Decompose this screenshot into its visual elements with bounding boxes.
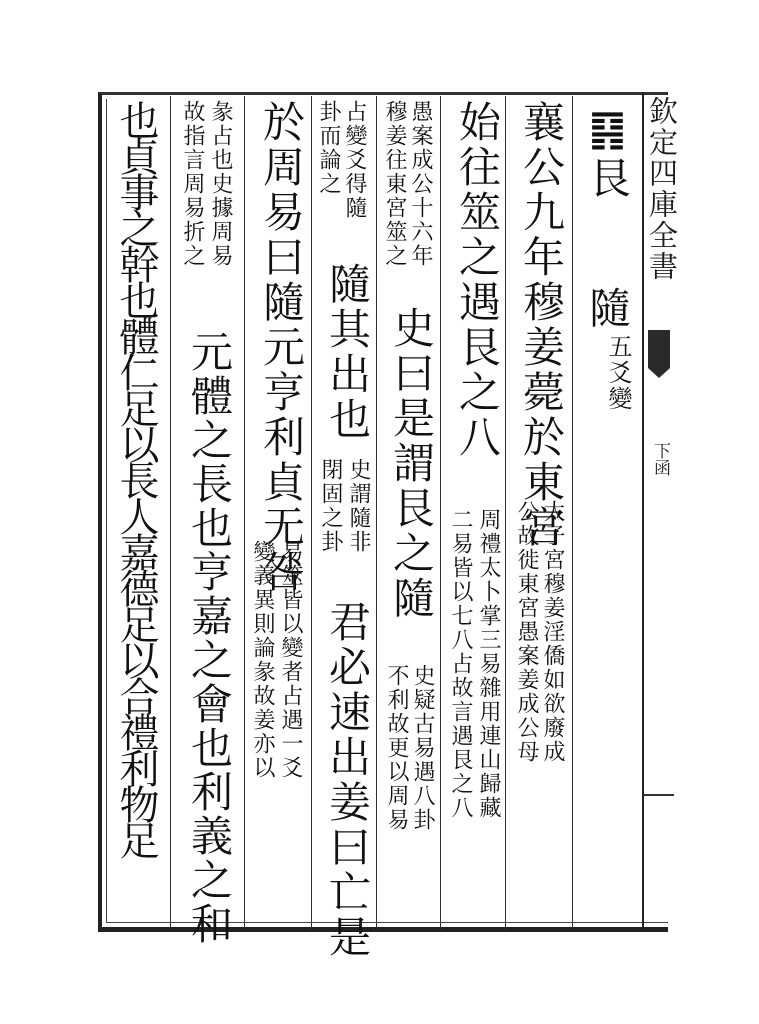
main-text: 始往筮之遇艮之八 [453, 100, 502, 460]
note-column-2-right [538, 500, 566, 764]
main-text: 於周易曰隨元亨利貞无咎 [257, 100, 306, 595]
hexagram-heading-column [582, 104, 632, 201]
hexagram-target-column [582, 286, 632, 331]
annotation: 閉固之卦 [318, 458, 343, 554]
text-column-4 [386, 306, 436, 621]
note-column-6-right [276, 540, 304, 780]
gutter-tick-line [644, 794, 674, 796]
column-rule [505, 96, 506, 930]
text-column-5a [322, 262, 372, 442]
main-text: 襄公九年穆姜薨於東宮 [517, 100, 566, 550]
gutter-title: 欽定四庫全書 [645, 96, 679, 282]
column-rule [440, 96, 441, 930]
fish-tail-mark [648, 330, 670, 368]
note-column-4b-left [382, 664, 410, 832]
annotation: 太子宮穆姜淫僑如欲廢成 [540, 500, 565, 764]
annotation: 穆姜往東宮筮之 [382, 100, 407, 268]
note-column-5-right [340, 100, 368, 220]
annotation: 周禮太卜掌三易雜用連山歸藏 [476, 508, 501, 820]
annotation: 彖占也史據周易 [208, 100, 233, 268]
main-text: 史曰是謂艮之隨 [387, 306, 436, 621]
column-rule [170, 96, 171, 930]
annotation: 愚案成公十六年 [408, 100, 433, 268]
annotation: 易筮皆以變者占遇一爻 [278, 540, 303, 780]
gutter-section-label: 下函 [650, 442, 670, 476]
main-text: 隨其出也 [323, 262, 372, 442]
note-column-7-left [178, 100, 206, 268]
column-rule [376, 96, 377, 930]
text-column-8 [112, 100, 160, 856]
note-column-4-left [380, 100, 408, 268]
hexagram-target: 隨 [583, 286, 632, 331]
hexagram-note: 五爻變 [604, 334, 632, 412]
main-text: 也貞事之幹也體仁足以長人嘉德足以合禮利物足 [113, 100, 159, 856]
annotation: 二易皆以七八占故言遇艮之八 [448, 508, 473, 820]
text-column-7 [184, 330, 234, 946]
column-rule [244, 96, 245, 930]
note-column-5b-left [316, 458, 344, 554]
note-column-5b-right [344, 458, 372, 554]
annotation: 史謂隨非 [346, 458, 371, 554]
text-column-3 [452, 100, 502, 460]
text-column-6 [256, 100, 306, 595]
annotation: 卦而論之 [316, 100, 341, 196]
note-column-2-left [512, 500, 540, 764]
note-column-3-left [446, 508, 474, 820]
annotation: 公故徙東宮愚案姜成公母 [514, 500, 539, 764]
text-column-2 [516, 100, 566, 550]
annotation: 占變爻得隨 [342, 100, 367, 220]
column-rule [311, 96, 312, 930]
annotation: 故指言周易折之 [180, 100, 205, 268]
hexagram-note-column [578, 334, 632, 412]
note-column-7-right [206, 100, 234, 268]
note-column-3-right [474, 508, 502, 820]
annotation: 不利故更以周易 [384, 664, 409, 832]
note-column-4-right [406, 100, 434, 268]
hexagram-heading: ䷳艮 [583, 104, 632, 201]
column-rule [572, 96, 573, 930]
note-column-4b-right [408, 664, 436, 832]
note-column-5-left [314, 100, 342, 196]
main-text: 元體之長也亨嘉之會也利義之和 [185, 330, 234, 946]
main-text: 君必速出姜曰亡是 [323, 600, 372, 960]
text-column-5b [322, 600, 372, 960]
note-column-6-left [248, 540, 276, 780]
annotation: 史疑古易遇八卦 [410, 664, 435, 832]
annotation: 變義異則論彖故姜亦以 [250, 540, 275, 780]
